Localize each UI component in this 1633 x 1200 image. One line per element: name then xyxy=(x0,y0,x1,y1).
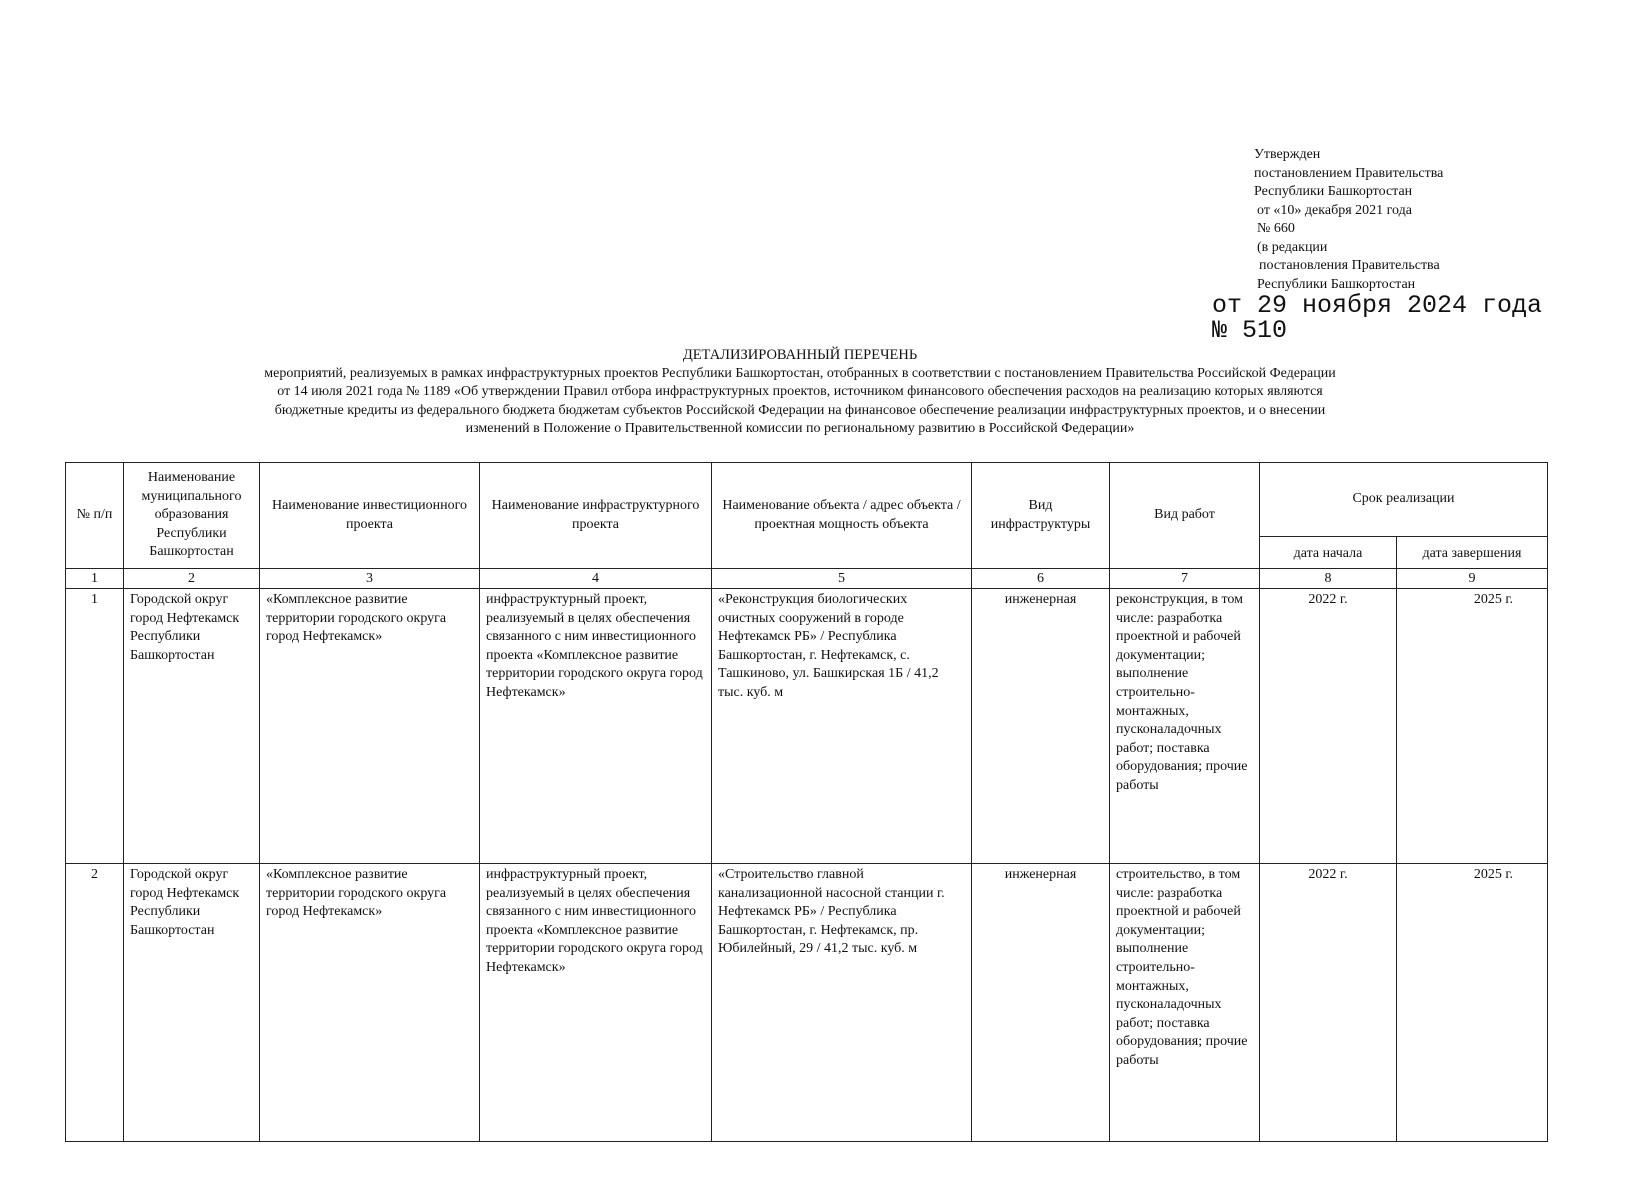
cell-work-type: реконструкция, в том числе: разработка проектной и рабочей документации; выполнение строительно-монтажных, пусконаладочных работ; поставка оборудования; прочие работы xyxy=(1110,589,1260,864)
cell-object: «Строительство главной канализационной насосной станции г. Нефтекамск РБ» / Республика Башкортостан, г. Нефтекамск, пр. Юбилейный, 29 / 41,2 тыс. куб. м xyxy=(712,864,972,1142)
header-infra-type: Вид инфраструктуры xyxy=(972,463,1110,569)
title-line: мероприятий, реализуемых в рамках инфраструктурных проектов Республики Башкортостан, отобранных в соответствии с постановлением Правительства Российской Федерации xyxy=(264,365,1336,381)
approval-line: постановлением Правительства xyxy=(1254,165,1444,181)
header-investment-project: Наименование инвестиционного проекта xyxy=(260,463,480,569)
approval-line: Республики Башкортостан xyxy=(1254,184,1413,199)
stamp-date: от 29 ноября 2024 года xyxy=(1212,291,1543,320)
header-municipality: Наименование муниципального образования Республики Башкортостан xyxy=(124,463,260,569)
title-heading: ДЕТАЛИЗИРОВАННЫЙ ПЕРЕЧЕНЬ xyxy=(682,347,918,363)
approval-line: № 660 xyxy=(1257,221,1295,236)
column-number: 5 xyxy=(712,569,972,589)
header-work-type: Вид работ xyxy=(1110,463,1260,569)
cell-municipality: Городской округ город Нефтекамск Республики Башкортостан xyxy=(124,864,260,1142)
stamp-number: № 510 xyxy=(1212,316,1288,345)
table-row xyxy=(66,589,1548,864)
cell-infra-type: инженерная xyxy=(972,589,1110,864)
title-line: бюджетные кредиты из федерального бюджета бюджетам субъектов Российской Федерации на финансовое обеспечение реализации инфраструктурных проектов, и о внесении xyxy=(274,402,1326,418)
column-number: 1 xyxy=(66,569,124,589)
cell-num: 1 xyxy=(66,589,124,864)
header-period: Срок реализации xyxy=(1260,463,1548,537)
column-number: 9 xyxy=(1397,569,1548,589)
cell-num: 2 xyxy=(66,864,124,1142)
header-end: дата завершения xyxy=(1397,537,1548,569)
cell-start: 2022 г. xyxy=(1260,864,1397,1142)
cell-work-type: строительство, в том числе: разработка проектной и рабочей документации; выполнение строительно-монтажных, пусконаладочных работ; поставка оборудования; прочие работы xyxy=(1110,864,1260,1142)
cell-investment-project: «Комплексное развитие территории городского округа город Нефтекамск» xyxy=(260,589,480,864)
header-object: Наименование объекта / адрес объекта / проектная мощность объекта xyxy=(712,463,972,569)
cell-object: «Реконструкция биологических очистных сооружений в городе Нефтекамск РБ» / Республика Башкортостан, г. Нефтекамск, с. Ташкиново, ул. Башкирская 1Б / 41,2 тыс. куб. м xyxy=(712,589,972,864)
column-number: 8 xyxy=(1260,569,1397,589)
column-number-row xyxy=(66,569,1548,589)
title-line: от 14 июля 2021 года № 1189 «Об утверждении Правил отбора инфраструктурных проектов, источником финансового обеспечения расходов на реализацию которых являются xyxy=(277,384,1323,399)
title-line: изменений в Положение о Правительственной комиссии по региональному развитию в Российской Федерации» xyxy=(465,421,1135,436)
cell-infra-project: инфраструктурный проект, реализуемый в целях обеспечения связанного с ним инвестиционного проекта «Комплексное развитие территории городского округа город Нефтекамск» xyxy=(480,589,712,864)
approval-line: постановления Правительства xyxy=(1259,258,1440,273)
table-row xyxy=(66,864,1548,1142)
document-title xyxy=(150,346,1450,439)
cell-end: 2025 г. xyxy=(1397,864,1548,1142)
cell-infra-project: инфраструктурный проект, реализуемый в целях обеспечения связанного с ним инвестиционного проекта «Комплексное развитие территории городского округа город Нефтекамск» xyxy=(480,864,712,1142)
column-number: 4 xyxy=(480,569,712,589)
revision-stamp xyxy=(1212,293,1542,343)
approval-line: от «10» декабря 2021 года xyxy=(1257,202,1412,218)
approval-block xyxy=(1254,146,1554,294)
column-number: 2 xyxy=(124,569,260,589)
approval-line: (в редакции xyxy=(1257,239,1328,255)
header-row xyxy=(66,463,1548,537)
header-infra-project: Наименование инфраструктурного проекта xyxy=(480,463,712,569)
cell-infra-type: инженерная xyxy=(972,864,1110,1142)
column-number: 7 xyxy=(1110,569,1260,589)
approval-line: Утвержден xyxy=(1254,147,1321,162)
projects-table xyxy=(65,462,1548,1142)
cell-investment-project: «Комплексное развитие территории городского округа город Нефтекамск» xyxy=(260,864,480,1142)
header-start: дата начала xyxy=(1260,537,1397,569)
column-number: 3 xyxy=(260,569,480,589)
cell-municipality: Городской округ город Нефтекамск Республики Башкортостан xyxy=(124,589,260,864)
cell-end: 2025 г. xyxy=(1397,589,1548,864)
cell-start: 2022 г. xyxy=(1260,589,1397,864)
approval-line: Республики Башкортостан xyxy=(1257,276,1416,292)
header-num: № п/п xyxy=(66,463,124,569)
column-number: 6 xyxy=(972,569,1110,589)
